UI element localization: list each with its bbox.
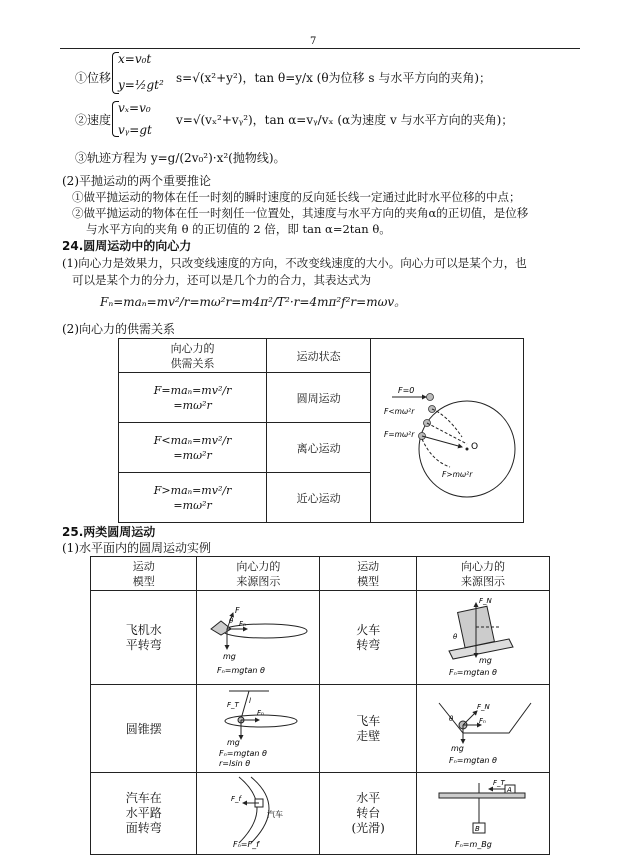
- corollary-1: ①做平抛运动的物体在任一时刻的瞬时速度的反向延长线一定通过此时水平位移的中点；: [72, 190, 521, 204]
- car-Ff: F_f: [231, 795, 242, 803]
- car-label: 汽车: [267, 810, 284, 819]
- turntable-line-2: 转台: [356, 806, 381, 820]
- displacement-eq-y: y=½gt²: [118, 78, 164, 92]
- train-theta: θ: [453, 633, 458, 641]
- hdr-2b: 来源图示: [236, 574, 281, 588]
- car-line-1: 汽车在: [125, 791, 162, 805]
- airplane-theta: θ: [229, 617, 234, 625]
- model-wall-riding: [320, 685, 417, 773]
- hdr-3a: 运动: [357, 559, 380, 573]
- displacement-relations: s=√(x²+y²)，tan θ=y/x (θ为位移 s 与水平方向的夹角)；: [176, 71, 492, 85]
- wall-mg: mg: [451, 744, 464, 753]
- table-row-2-supply: [119, 423, 267, 473]
- train-diagram: [419, 591, 547, 681]
- car-turn-diagram: [199, 773, 317, 851]
- model-train: [320, 591, 417, 685]
- train-line-1: 火车: [356, 622, 381, 637]
- airplane-line-2: 平转弯: [125, 637, 162, 652]
- airplane-caption: Fₙ=mgtan θ: [217, 666, 266, 675]
- section-24-title: 24.圆周运动中的向心力: [62, 239, 192, 253]
- turntable-FT: F_T: [493, 779, 505, 787]
- table-row-1-supply: [119, 373, 267, 423]
- supply-demand-table: [118, 338, 524, 523]
- wall-caption: Fₙ=mgtan θ: [449, 756, 497, 765]
- turntable-caption: Fₙ=m_Bg: [455, 840, 492, 849]
- car-line-3: 面转弯: [125, 821, 162, 835]
- circular-examples-table: [90, 556, 550, 855]
- fig-f2: F=mω²r: [384, 430, 415, 439]
- hdr-3b: 模型: [357, 574, 380, 588]
- section-24-p2: (2)向心力的供需关系: [62, 322, 175, 336]
- header-line-2: 供需关系: [170, 356, 215, 370]
- turntable-line-1: 水平: [356, 791, 381, 805]
- section-24-p1b: 可以是某个力的分力，还可以是几个力的合力，其表达式为: [72, 273, 371, 287]
- table-row-3-supply: [119, 473, 267, 523]
- hdr-4b: 来源图示: [461, 574, 506, 588]
- airplane-F: F: [235, 606, 240, 615]
- wall-riding-figure: [417, 685, 550, 773]
- row-1-eq-b: =mω²r: [173, 398, 212, 412]
- fig-f3: F>mω²r: [442, 470, 473, 479]
- table-row-1-state: 圆周运动: [267, 373, 371, 423]
- row-3-eq-b: =mω²r: [173, 498, 212, 512]
- pendulum-Fn: Fₙ: [257, 709, 265, 717]
- velocity-eq-x: vₓ=v₀: [118, 101, 151, 115]
- row-2-eq-b: =mω²r: [173, 448, 212, 462]
- model-airplane: [91, 591, 197, 685]
- section-25-title: 25.两类圆周运动: [62, 525, 156, 539]
- centripetal-formula: Fₙ=maₙ=mv²/r=mω²r=m4π²/T²·r=4mπ²f²r=mωv。: [100, 295, 407, 309]
- row-1-eq-a: F=maₙ=mv²/r: [153, 383, 232, 397]
- table-header-state: 运动状态: [267, 339, 371, 373]
- col-header-model-2: [320, 557, 417, 591]
- pendulum-caption: Fₙ=mgtan θ: [219, 749, 268, 758]
- corollary-2b: 与水平方向的夹角 θ 的正切值的 2 倍，即 tan α=2tan θ。: [86, 222, 391, 236]
- circular-motion-figure: [371, 339, 524, 523]
- train-figure: [417, 591, 550, 685]
- displacement-label: ①位移: [75, 71, 112, 85]
- velocity-relations: v=√(vₓ²+vᵧ²)，tan α=vᵧ/vₓ (α为速度 v 与水平方向的夹角)；: [176, 113, 514, 127]
- velocity-label: ②速度: [75, 113, 112, 127]
- hdr-2a: 向心力的: [236, 559, 281, 573]
- table-header-supply: [119, 339, 267, 373]
- fig-f0: F=0: [398, 386, 415, 395]
- wall-theta: θ: [449, 715, 454, 723]
- turntable-A: A: [507, 786, 512, 794]
- turntable-B: B: [475, 825, 480, 833]
- displacement-eq-x: x=v₀t: [118, 52, 152, 66]
- turntable-figure: [417, 773, 550, 855]
- table-row-3-state: 近心运动: [267, 473, 371, 523]
- conical-pendulum-figure: [197, 685, 320, 773]
- airplane-diagram: [199, 591, 317, 681]
- conical-pendulum-diagram: [199, 685, 317, 769]
- model-turntable: [320, 773, 417, 855]
- train-mg: mg: [479, 656, 492, 665]
- fig-f1: F<mω²r: [384, 407, 415, 416]
- col-header-model-1: [91, 557, 197, 591]
- hdr-1b: 模型: [132, 574, 155, 588]
- hdr-1a: 运动: [132, 559, 155, 573]
- col-header-source-2: [417, 557, 550, 591]
- model-car-turn: [91, 773, 197, 855]
- wall-Fn: Fₙ: [479, 717, 486, 725]
- car-caption: Fₙ=F_f: [233, 840, 260, 849]
- corollary-title: (2)平抛运动的两个重要推论: [62, 174, 211, 188]
- train-line-2: 转弯: [356, 637, 381, 652]
- car-turn-figure: [197, 773, 320, 855]
- velocity-eq-y: vᵧ=gt: [118, 123, 152, 137]
- pendulum-caption-2: r=lsin θ: [219, 759, 251, 768]
- col-header-source-1: [197, 557, 320, 591]
- pendulum-mg: mg: [227, 738, 241, 747]
- wall-line-1: 飞车: [356, 713, 381, 728]
- model-conical-pendulum: 圆锥摆: [91, 685, 197, 773]
- wall-FN: F_N: [477, 703, 490, 711]
- section-24-p1a: (1)向心力是效果力，只改变线速度的方向，不改变线速度的大小。向心力可以是某个力，也: [62, 256, 527, 270]
- airplane-figure: [197, 591, 320, 685]
- car-line-2: 水平路: [125, 806, 162, 820]
- header-rule: [60, 48, 580, 49]
- airplane-Fn: Fₙ: [239, 620, 247, 628]
- airplane-line-1: 飞机水: [125, 622, 162, 637]
- header-line-1: 向心力的: [170, 341, 215, 355]
- page-number: 7: [310, 36, 317, 47]
- trajectory-equation: ③轨迹方程为 y=g/(2v₀²)·x²(抛物线)。: [75, 151, 286, 165]
- wall-line-2: 走壁: [356, 728, 381, 743]
- table-row-2-state: 离心运动: [267, 423, 371, 473]
- row-2-eq-a: F<maₙ=mv²/r: [153, 433, 232, 447]
- row-3-eq-a: F>maₙ=mv²/r: [153, 483, 232, 497]
- corollary-2a: ②做平抛运动的物体在任一时刻任一位置处，其速度与水平方向的夹角α的正切值，是位移: [72, 206, 529, 220]
- turntable-diagram: [419, 773, 547, 851]
- pendulum-FT: F_T: [227, 701, 240, 709]
- pendulum-l: l: [249, 697, 252, 705]
- wall-riding-diagram: [419, 685, 547, 769]
- airplane-mg: mg: [223, 652, 237, 661]
- hdr-4a: 向心力的: [461, 559, 506, 573]
- train-FN: F_N: [479, 597, 492, 605]
- circle-diagram: [372, 339, 522, 519]
- fig-center-o: O: [471, 442, 479, 452]
- turntable-line-3: (光滑): [351, 821, 385, 835]
- train-caption: Fₙ=mgtan θ: [449, 668, 497, 677]
- section-25-p1: (1)水平面内的圆周运动实例: [62, 541, 211, 555]
